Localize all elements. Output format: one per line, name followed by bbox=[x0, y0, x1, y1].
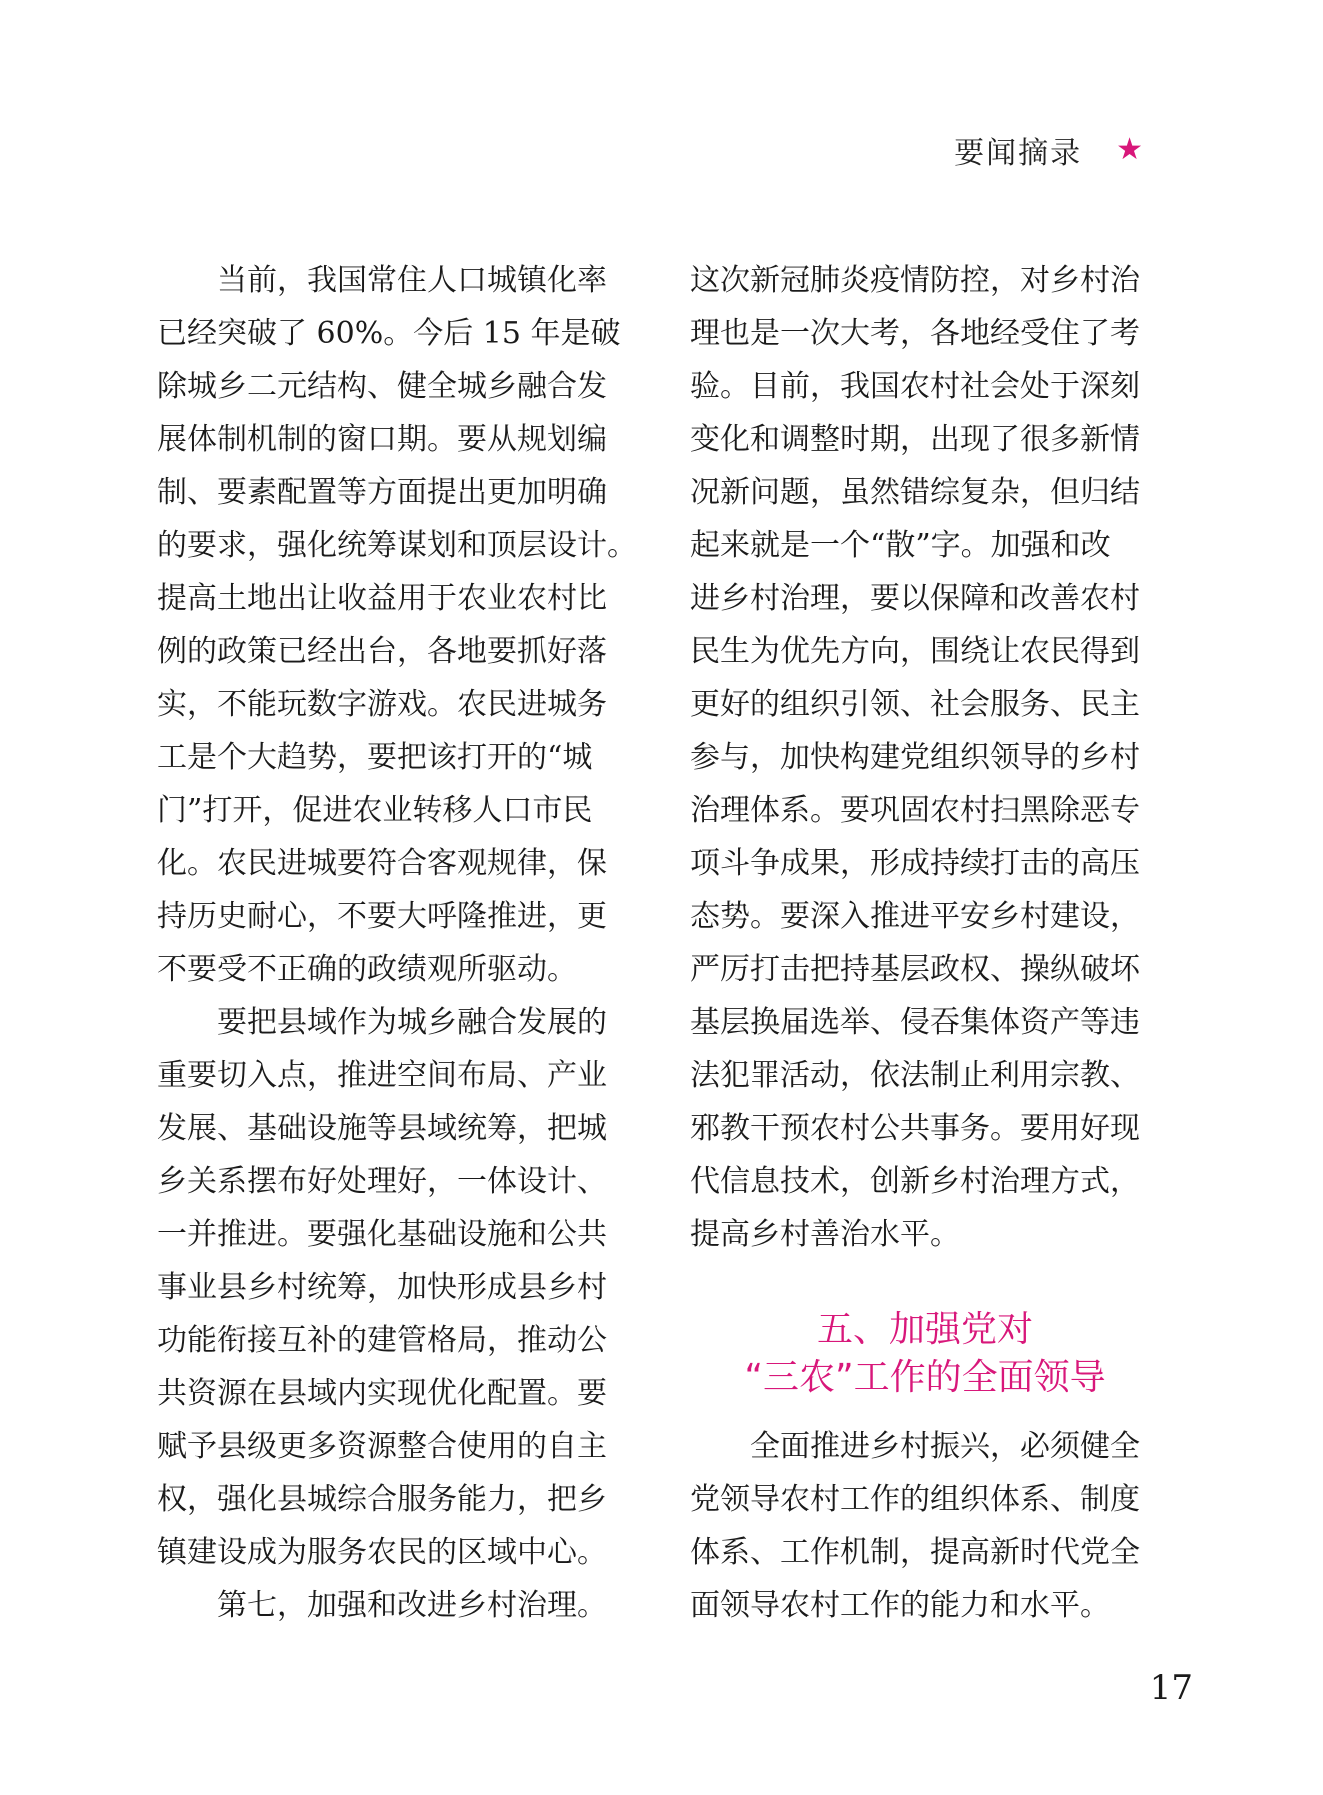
text-line: 况新问题，虽然错综复杂，但归结 bbox=[690, 475, 1140, 510]
text-line: 项斗争成果，形成持续打击的高压 bbox=[690, 846, 1140, 881]
text-line: 的要求，强化统筹谋划和顶层设计。 bbox=[157, 528, 637, 563]
section-heading-line2: “三农”工作的全面领导 bbox=[744, 1357, 1106, 1398]
text-line: 提高土地出让收益用于农业农村比 bbox=[157, 581, 607, 616]
text-line: 事业县乡村统筹，加快形成县乡村 bbox=[157, 1270, 607, 1305]
header-title: 要闻摘录 bbox=[954, 136, 1083, 171]
text-line: 基层换届选举、侵吞集体资产等违 bbox=[690, 1005, 1140, 1040]
text-line: 严厉打击把持基层政权、操纵破坏 bbox=[690, 952, 1140, 987]
text-line: 理也是一次大考，各地经受住了考 bbox=[690, 316, 1140, 351]
left-column bbox=[157, 254, 637, 1632]
text-line: 参与，加快构建党组织领导的乡村 bbox=[690, 740, 1140, 775]
text-line: 一并推进。要强化基础设施和公共 bbox=[157, 1217, 607, 1252]
text-line: 要把县域作为城乡融合发展的 bbox=[157, 1005, 607, 1040]
text-line: 法犯罪活动，依法制止利用宗教、 bbox=[690, 1058, 1140, 1093]
page-number: 17 bbox=[1149, 1668, 1193, 1708]
text-line: 重要切入点，推进空间布局、产业 bbox=[157, 1058, 607, 1093]
text-line: 门”打开，促进农业转移人口市民 bbox=[157, 793, 593, 828]
section-heading-line1: 五、加强党对 bbox=[816, 1309, 1033, 1350]
text-line: 进乡村治理，要以保障和改善农村 bbox=[690, 581, 1140, 616]
text-line: 权，强化县城综合服务能力，把乡 bbox=[157, 1482, 607, 1517]
text-line: 镇建设成为服务农民的区域中心。 bbox=[157, 1535, 607, 1570]
section-paragraph bbox=[690, 1420, 1160, 1632]
text-line: 发展、基础设施等县域统筹，把城 bbox=[157, 1111, 607, 1146]
text-line: 起来就是一个“散”字。加强和改 bbox=[690, 528, 1111, 563]
text-line: 更好的组织引领、社会服务、民主 bbox=[690, 687, 1140, 722]
text-line: 第七，加强和改进乡村治理。 bbox=[157, 1588, 607, 1623]
text-line: 功能衔接互补的建管格局，推动公 bbox=[157, 1323, 607, 1358]
text-line: 共资源在县域内实现优化配置。要 bbox=[157, 1376, 607, 1411]
text-line: 已经突破了 60%。今后 15 年是破 bbox=[157, 316, 621, 351]
text-line: 实，不能玩数字游戏。农民进城务 bbox=[157, 687, 607, 722]
star-icon: ★ bbox=[1116, 132, 1143, 167]
text-line: 这次新冠肺炎疫情防控，对乡村治 bbox=[690, 263, 1140, 298]
text-line: 乡关系摆布好处理好，一体设计、 bbox=[157, 1164, 607, 1199]
text-line: 邪教干预农村公共事务。要用好现 bbox=[690, 1111, 1140, 1146]
text-line: 代信息技术，创新乡村治理方式， bbox=[690, 1164, 1140, 1199]
text-line: 工是个大趋势，要把该打开的“城 bbox=[157, 740, 593, 775]
text-line: 不要受不正确的政绩观所驱动。 bbox=[157, 952, 577, 987]
text-line: 提高乡村善治水平。 bbox=[690, 1217, 960, 1252]
text-line: 治理体系。要巩固农村扫黑除恶专 bbox=[690, 793, 1140, 828]
running-header bbox=[954, 128, 1143, 172]
text-line: 当前，我国常住人口城镇化率 bbox=[157, 263, 607, 298]
text-line: 体系、工作机制，提高新时代党全 bbox=[690, 1535, 1140, 1570]
text-line: 全面推进乡村振兴，必须健全 bbox=[690, 1429, 1140, 1464]
right-column bbox=[690, 254, 1160, 1261]
text-line: 变化和调整时期，出现了很多新情 bbox=[690, 422, 1140, 457]
text-line: 民生为优先方向，围绕让农民得到 bbox=[690, 634, 1140, 669]
text-line: 赋予县级更多资源整合使用的自主 bbox=[157, 1429, 607, 1464]
text-line: 例的政策已经出台，各地要抓好落 bbox=[157, 634, 607, 669]
text-line: 展体制机制的窗口期。要从规划编 bbox=[157, 422, 607, 457]
text-line: 化。农民进城要符合客观规律，保 bbox=[157, 846, 607, 881]
text-line: 态势。要深入推进平安乡村建设， bbox=[690, 899, 1140, 934]
text-line: 持历史耐心，不要大呼隆推进，更 bbox=[157, 899, 607, 934]
text-line: 面领导农村工作的能力和水平。 bbox=[690, 1588, 1110, 1623]
text-line: 验。目前，我国农村社会处于深刻 bbox=[690, 369, 1140, 404]
section-heading bbox=[690, 1306, 1160, 1402]
text-line: 党领导农村工作的组织体系、制度 bbox=[690, 1482, 1140, 1517]
text-line: 制、要素配置等方面提出更加明确 bbox=[157, 475, 607, 510]
text-line: 除城乡二元结构、健全城乡融合发 bbox=[157, 369, 607, 404]
